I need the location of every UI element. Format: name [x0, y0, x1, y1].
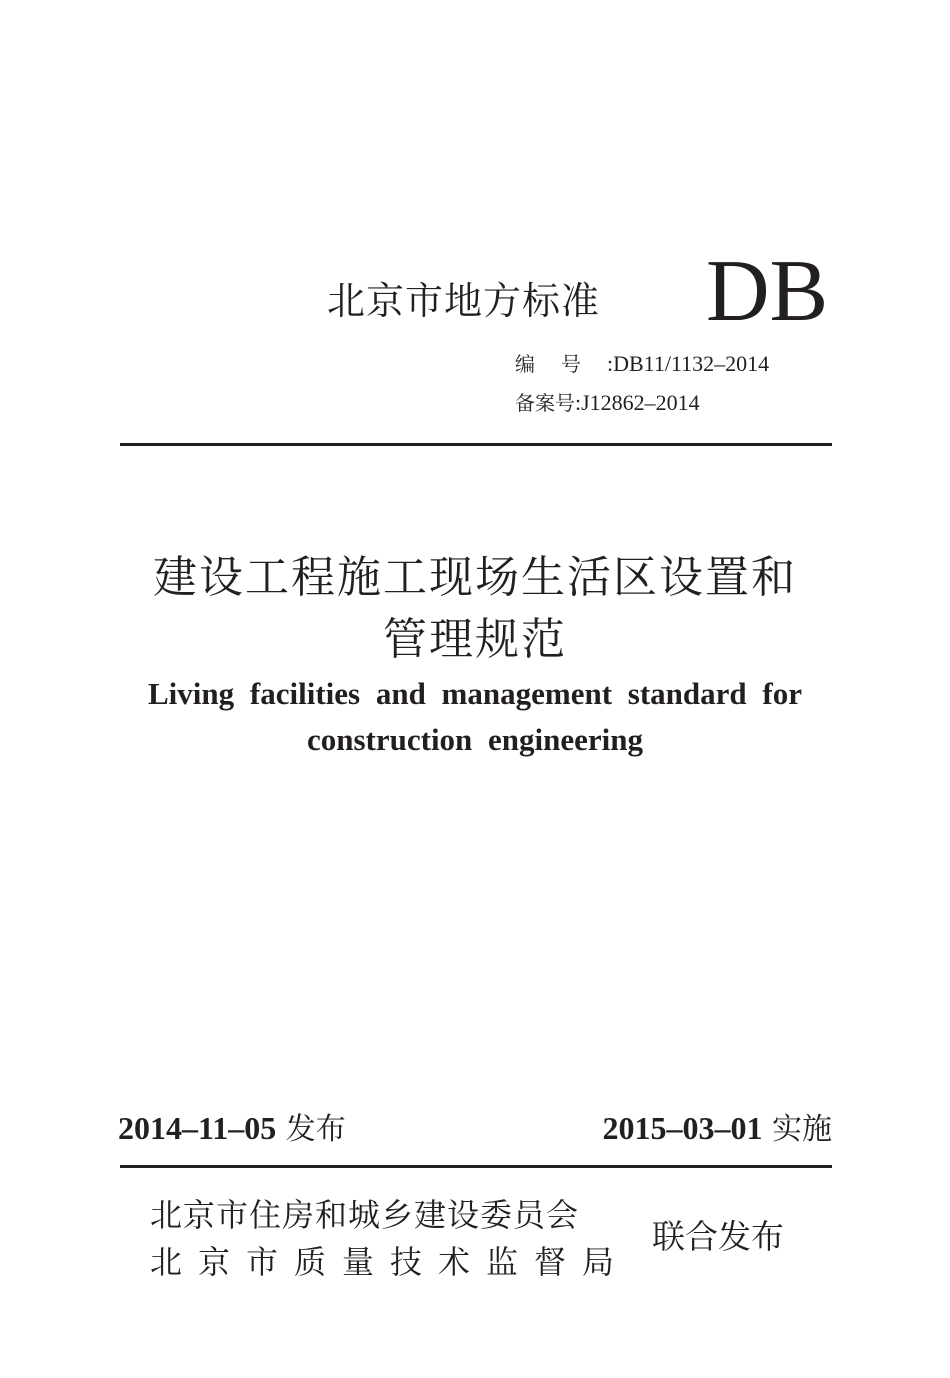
db-mark: DB — [706, 243, 829, 340]
record-number-value: :J12862–2014 — [575, 390, 700, 415]
issue-action: 发布 — [285, 1112, 346, 1147]
title-en-line1: Living facilities and management standard for — [148, 676, 802, 711]
standard-category: 北京市地方标准 — [327, 279, 601, 323]
joint-release: 联合发布 — [652, 1217, 784, 1256]
bottom-divider — [120, 1165, 832, 1168]
top-divider — [120, 443, 832, 446]
standard-code-value: :DB11/1132–2014 — [607, 351, 770, 376]
title-cn-line2: 管理规范 — [383, 614, 567, 665]
issuer-line2: 北京市质量技术监督局 — [150, 1243, 631, 1281]
title-cn-line1: 建设工程施工现场生活区设置和 — [153, 552, 797, 603]
record-number — [515, 390, 700, 416]
record-number-label: 备案号 — [515, 391, 575, 415]
standard-code — [515, 351, 769, 377]
standard-code-label: 编号 — [515, 352, 607, 376]
issue-date — [118, 1108, 346, 1150]
issuer-line1: 北京市住房和城乡建设委员会 — [150, 1196, 580, 1234]
title-en-line2: construction engineering — [306, 722, 644, 757]
effective-date — [602, 1108, 832, 1150]
effective-action: 实施 — [772, 1112, 832, 1147]
issue-date-value: 2014–11–05 — [118, 1110, 277, 1146]
effective-date-value: 2015–03–01 — [602, 1110, 763, 1146]
